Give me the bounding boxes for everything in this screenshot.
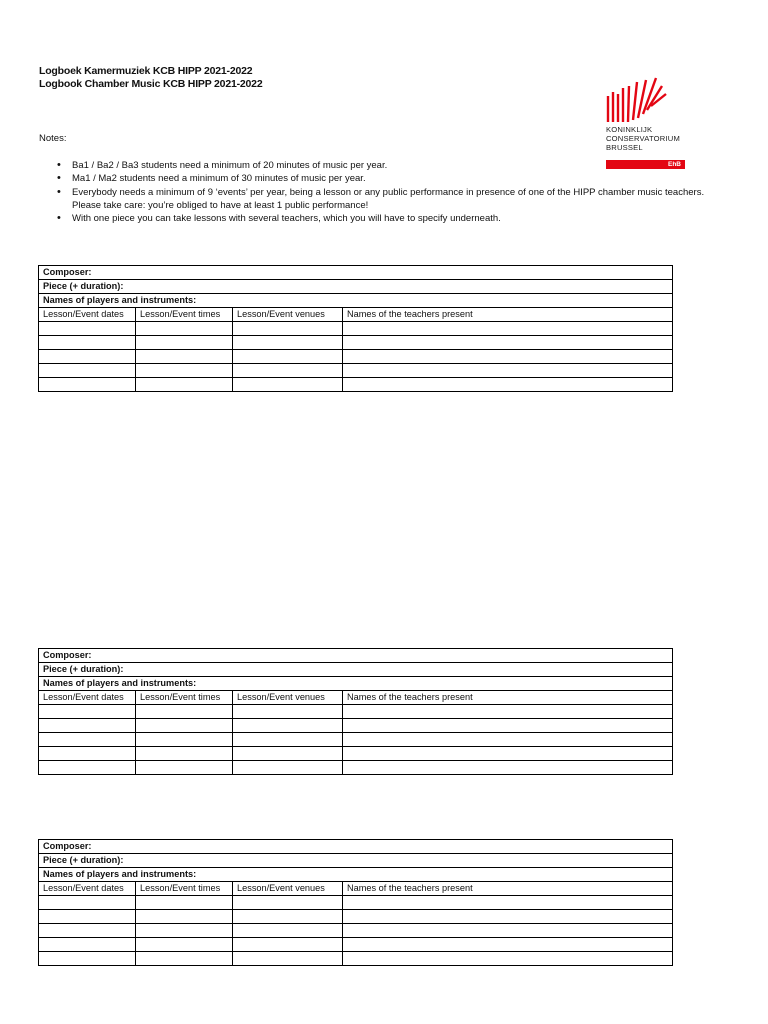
ehb-badge: EhB [668, 161, 681, 168]
note-item: • With one piece you can take lessons with several teachers, which you will have to specify underneath. [57, 212, 707, 225]
time-cell[interactable] [136, 378, 233, 392]
composer-field[interactable]: Composer: [39, 840, 673, 854]
venue-cell[interactable] [233, 719, 343, 733]
table-row [39, 378, 673, 392]
teacher-cell[interactable] [343, 761, 673, 775]
title-english: Logbook Chamber Music KCB HIPP 2021-2022 [39, 78, 263, 90]
date-cell[interactable] [39, 733, 136, 747]
teacher-cell[interactable] [343, 719, 673, 733]
players-field[interactable]: Names of players and instruments: [39, 294, 673, 308]
table-row [39, 924, 673, 938]
players-field[interactable]: Names of players and instruments: [39, 677, 673, 691]
logo-wordmark [606, 125, 680, 152]
time-cell[interactable] [136, 705, 233, 719]
teacher-cell[interactable] [343, 952, 673, 966]
piece-field[interactable]: Piece (+ duration): [39, 663, 673, 677]
teacher-cell[interactable] [343, 910, 673, 924]
logbook-table-1 [38, 265, 673, 392]
logbook-table-3 [38, 839, 673, 966]
table-row [39, 350, 673, 364]
date-cell[interactable] [39, 705, 136, 719]
date-cell[interactable] [39, 761, 136, 775]
venue-cell[interactable] [233, 938, 343, 952]
logo-bars-icon [600, 72, 700, 124]
venue-cell[interactable] [233, 705, 343, 719]
piece-field[interactable]: Piece (+ duration): [39, 280, 673, 294]
venue-cell[interactable] [233, 924, 343, 938]
time-cell[interactable] [136, 719, 233, 733]
logo-line-2: CONSERVATORIUM [606, 134, 680, 143]
date-cell[interactable] [39, 364, 136, 378]
time-cell[interactable] [136, 761, 233, 775]
teacher-cell[interactable] [343, 938, 673, 952]
column-header-teachers: Names of the teachers present [343, 308, 673, 322]
note-item: • Ba1 / Ba2 / Ba3 students need a minimum of 20 minutes of music per year. [57, 159, 707, 172]
column-header-dates: Lesson/Event dates [39, 308, 136, 322]
table-row [39, 336, 673, 350]
date-cell[interactable] [39, 322, 136, 336]
teacher-cell[interactable] [343, 924, 673, 938]
table-row [39, 719, 673, 733]
column-header-venues: Lesson/Event venues [233, 882, 343, 896]
composer-field[interactable]: Composer: [39, 266, 673, 280]
column-header-teachers: Names of the teachers present [343, 882, 673, 896]
logbook-table-2 [38, 648, 673, 775]
date-cell[interactable] [39, 910, 136, 924]
teacher-cell[interactable] [343, 896, 673, 910]
table-row [39, 364, 673, 378]
notes-list [57, 159, 707, 225]
notes-label: Notes: [39, 133, 67, 144]
logo-line-3: BRUSSEL [606, 143, 643, 152]
date-cell[interactable] [39, 938, 136, 952]
teacher-cell[interactable] [343, 364, 673, 378]
venue-cell[interactable] [233, 761, 343, 775]
teacher-cell[interactable] [343, 322, 673, 336]
venue-cell[interactable] [233, 896, 343, 910]
table-row [39, 938, 673, 952]
date-cell[interactable] [39, 952, 136, 966]
time-cell[interactable] [136, 364, 233, 378]
table-row [39, 322, 673, 336]
date-cell[interactable] [39, 378, 136, 392]
note-item: • Ma1 / Ma2 students need a minimum of 30 minutes of music per year. [57, 172, 707, 185]
time-cell[interactable] [136, 952, 233, 966]
logo-line-1: KONINKLIJK [606, 125, 653, 134]
time-cell[interactable] [136, 896, 233, 910]
time-cell[interactable] [136, 733, 233, 747]
teacher-cell[interactable] [343, 336, 673, 350]
table-row [39, 910, 673, 924]
piece-field[interactable]: Piece (+ duration): [39, 854, 673, 868]
column-header-venues: Lesson/Event venues [233, 691, 343, 705]
teacher-cell[interactable] [343, 705, 673, 719]
column-header-dates: Lesson/Event dates [39, 691, 136, 705]
time-cell[interactable] [136, 938, 233, 952]
time-cell[interactable] [136, 747, 233, 761]
table-row [39, 761, 673, 775]
title-dutch: Logboek Kamermuziek KCB HIPP 2021-2022 [39, 65, 253, 77]
column-header-venues: Lesson/Event venues [233, 308, 343, 322]
column-header-times: Lesson/Event times [136, 308, 233, 322]
column-header-times: Lesson/Event times [136, 882, 233, 896]
teacher-cell[interactable] [343, 733, 673, 747]
venue-cell[interactable] [233, 910, 343, 924]
note-item: • Everybody needs a minimum of 9 ‘events’ per year, being a lesson or any public performance in presence of one of the HIPP chamber music teachers. Please take care: you’re obliged to have at least 1 public performance! [57, 186, 707, 213]
venue-cell[interactable] [233, 378, 343, 392]
date-cell[interactable] [39, 336, 136, 350]
composer-field[interactable]: Composer: [39, 649, 673, 663]
document-title [39, 65, 262, 91]
venue-cell[interactable] [233, 733, 343, 747]
time-cell[interactable] [136, 350, 233, 364]
venue-cell[interactable] [233, 747, 343, 761]
time-cell[interactable] [136, 924, 233, 938]
time-cell[interactable] [136, 910, 233, 924]
venue-cell[interactable] [233, 952, 343, 966]
date-cell[interactable] [39, 924, 136, 938]
table-row [39, 705, 673, 719]
column-header-dates: Lesson/Event dates [39, 882, 136, 896]
teacher-cell[interactable] [343, 378, 673, 392]
time-cell[interactable] [136, 336, 233, 350]
venue-cell[interactable] [233, 350, 343, 364]
date-cell[interactable] [39, 719, 136, 733]
teacher-cell[interactable] [343, 747, 673, 761]
table-row [39, 952, 673, 966]
column-header-teachers: Names of the teachers present [343, 691, 673, 705]
table-row [39, 747, 673, 761]
column-header-times: Lesson/Event times [136, 691, 233, 705]
venue-cell[interactable] [233, 364, 343, 378]
venue-cell[interactable] [233, 336, 343, 350]
teacher-cell[interactable] [343, 350, 673, 364]
venue-cell[interactable] [233, 322, 343, 336]
table-row [39, 733, 673, 747]
date-cell[interactable] [39, 350, 136, 364]
date-cell[interactable] [39, 747, 136, 761]
players-field[interactable]: Names of players and instruments: [39, 868, 673, 882]
date-cell[interactable] [39, 896, 136, 910]
conservatory-logo [600, 72, 700, 172]
table-row [39, 896, 673, 910]
time-cell[interactable] [136, 322, 233, 336]
